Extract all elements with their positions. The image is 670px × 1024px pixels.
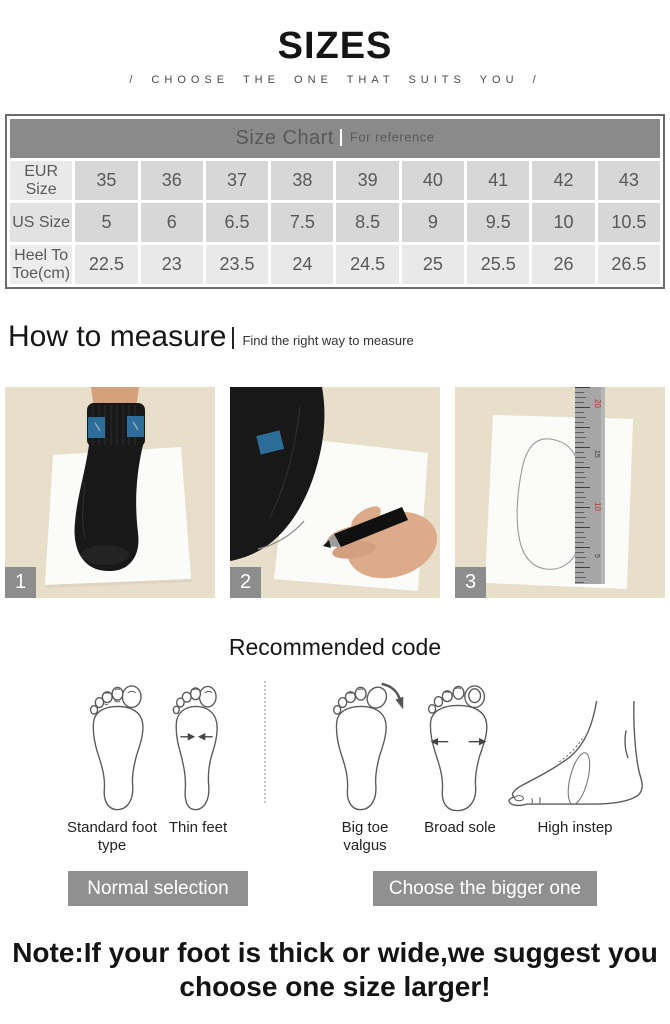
size-cell: 23.5 <box>206 245 268 284</box>
normal-selection-banner: Normal selection <box>68 871 248 906</box>
page-title: SIZES <box>277 25 393 67</box>
foot-label-valgus: Big toe valgus <box>341 819 389 854</box>
size-cell: 40 <box>402 161 464 200</box>
size-cell: 9 <box>402 203 464 242</box>
divider-bar <box>232 327 234 349</box>
page-header <box>0 0 670 86</box>
how-to-measure-header <box>8 321 662 353</box>
size-cell: 6.5 <box>206 203 268 242</box>
step-badge: 3 <box>455 567 486 598</box>
size-chart-table <box>5 114 665 289</box>
size-cell: 8.5 <box>336 203 398 242</box>
size-cell: 24.5 <box>336 245 398 284</box>
size-cell: 37 <box>206 161 268 200</box>
size-chart-note: For reference <box>349 129 435 145</box>
standard-foot-diagram <box>88 683 148 815</box>
foot-label-instep: High instep <box>537 819 613 836</box>
size-cell: 9.5 <box>467 203 529 242</box>
size-cell: 39 <box>336 161 398 200</box>
size-cell: 41 <box>467 161 529 200</box>
size-cell: 24 <box>271 245 333 284</box>
size-cell: 26 <box>532 245 594 284</box>
row-label: Heel To Toe(cm) <box>10 245 72 284</box>
size-cell: 38 <box>271 161 333 200</box>
size-chart-section <box>5 114 665 289</box>
page-subtitle: / CHOOSE THE ONE THAT SUITS YOU / <box>129 74 541 86</box>
size-cell: 25 <box>402 245 464 284</box>
size-cell: 23 <box>141 245 203 284</box>
ruler-number: 10 <box>593 502 602 511</box>
size-note <box>0 936 670 1004</box>
size-table-row <box>10 161 660 200</box>
recommended-title: Recommended code <box>228 634 442 660</box>
size-cell: 43 <box>598 161 660 200</box>
size-cell: 36 <box>141 161 203 200</box>
size-cell: 7.5 <box>271 203 333 242</box>
high-instep-diagram <box>502 699 650 811</box>
foot-label-standard: Standard foot type <box>66 819 158 854</box>
size-cell: 25.5 <box>467 245 529 284</box>
size-table-body <box>10 161 660 284</box>
size-chart-title: Size Chart <box>235 127 334 149</box>
divider-bar <box>340 129 342 146</box>
ruler-measure-illustration <box>455 387 665 598</box>
measure-step-photo-1 <box>5 387 215 598</box>
sock-on-paper-illustration <box>5 387 215 598</box>
ruler-number: 5 <box>593 554 600 558</box>
step-badge: 2 <box>230 567 261 598</box>
choose-bigger-banner: Choose the bigger one <box>373 871 597 906</box>
size-chart-header-cell <box>10 119 660 158</box>
size-cell: 22.5 <box>75 245 137 284</box>
size-cell: 42 <box>532 161 594 200</box>
size-cell: 26.5 <box>598 245 660 284</box>
step-badge: 1 <box>5 567 36 598</box>
size-cell: 10.5 <box>598 203 660 242</box>
row-label: EUR Size <box>10 161 72 200</box>
row-label: US Size <box>10 203 72 242</box>
measure-steps <box>0 387 670 598</box>
tracing-foot-illustration <box>230 387 440 598</box>
size-cell: 6 <box>141 203 203 242</box>
size-cell: 5 <box>75 203 137 242</box>
how-to-measure-title: How to measure <box>8 320 227 353</box>
big-toe-valgus-diagram <box>330 681 408 815</box>
size-table-row <box>10 245 660 284</box>
thin-feet-diagram <box>172 683 222 815</box>
group-divider-dotted <box>264 681 266 803</box>
foot-label-broad: Broad sole <box>424 819 496 836</box>
note-line-1: Note:If your foot is thick or wide,we suggest you <box>12 937 658 968</box>
size-cell: 35 <box>75 161 137 200</box>
measure-step-photo-2 <box>230 387 440 598</box>
broad-sole-diagram <box>424 683 494 815</box>
ruler-number: 20 <box>593 399 602 408</box>
foot-label-thin: Thin feet <box>168 819 228 836</box>
selection-banners <box>0 871 670 906</box>
how-to-measure-subtitle: Find the right way to measure <box>242 332 414 348</box>
size-cell: 10 <box>532 203 594 242</box>
measure-step-photo-3 <box>455 387 665 598</box>
foot-type-diagrams <box>0 673 670 863</box>
note-line-2: choose one size larger! <box>179 971 491 1002</box>
ruler-number: 15 <box>593 450 600 458</box>
size-chart-header-row <box>10 119 660 158</box>
size-table-row <box>10 203 660 242</box>
